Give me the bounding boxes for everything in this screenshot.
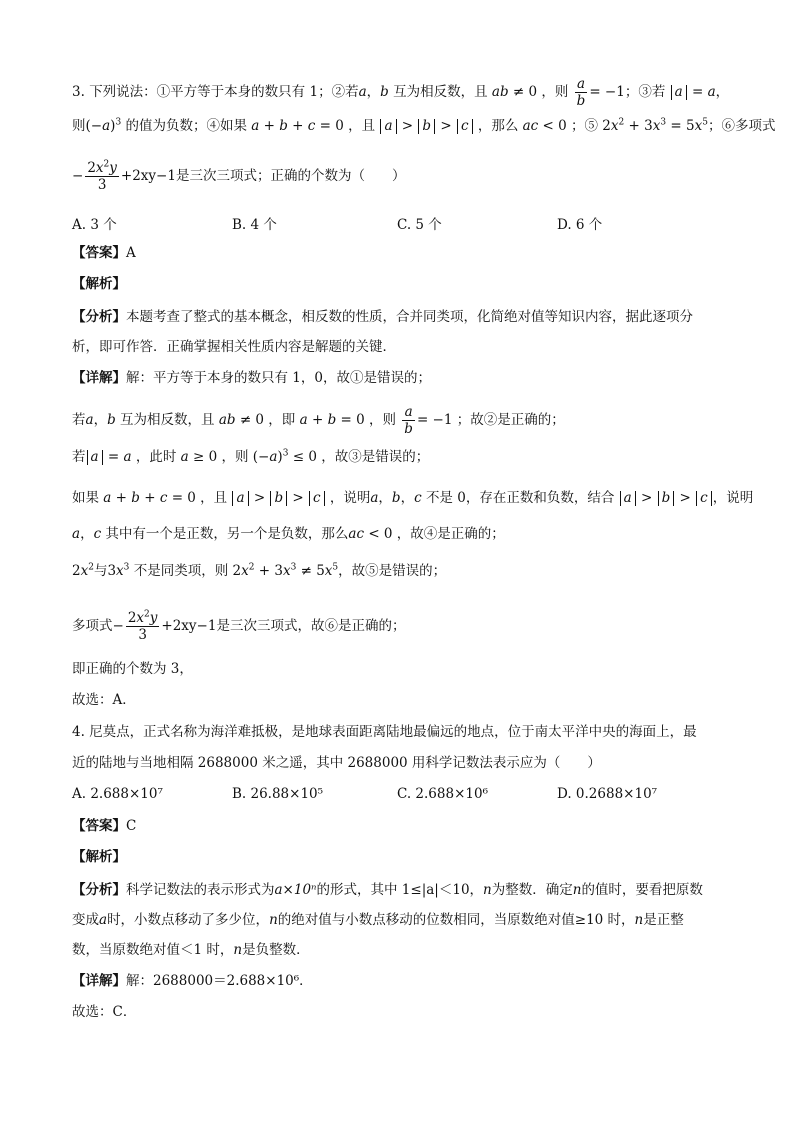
q3-detail-4: 如果 a + b + c = 0 ，且 a > b > c ，说明a，b，c 不是 0，存在正数和负数，结合 a > b > c ，说明	[72, 490, 754, 506]
q3-detail-6: $2x^2$与$3x^3$ 不是同类项，则 $2x^2 + 3x^3 \ne 5x^5$，故⑤是错误的；	[72, 562, 447, 579]
q4-fenxi-2: 变成a时，小数点移动了多少位，n的绝对值与小数点移动的位数相同，当原数绝对值≥10 时，n是正整	[72, 912, 684, 928]
q4-detail-2: 故选：C．	[72, 1004, 137, 1020]
q4-option-d: D. 0.2688×10⁷	[557, 786, 658, 802]
q3-detail-1: 【详解】解：平方等于本身的数只有 1，0，故①是错误的；	[72, 370, 431, 386]
q3-analysis-heading: 【解析】	[72, 276, 126, 292]
q4-detail-1: 【详解】解：2688000＝2.688×10⁶．	[72, 973, 313, 989]
q3-option-b: B. 4 个	[232, 217, 277, 233]
q3-answer: 【答案】A	[72, 245, 136, 261]
q3-option-d: D. 6 个	[557, 217, 603, 233]
q3-detail-9: 故选：A．	[72, 692, 136, 708]
q4-option-c: C. 2.688×10⁶	[397, 786, 488, 802]
q4-answer: 【答案】C	[72, 818, 137, 834]
q3-option-c: C. 5 个	[397, 217, 442, 233]
q3-detail-8: 即正确的个数为 3，	[72, 661, 193, 677]
q3-line-1: 3. 下列说法：①平方等于本身的数只有 1；②若a，b 互为相反数，且 ab ≠ 0 ，则 $\frac{a}{b}$ = −1；③若 a = a，	[72, 76, 730, 109]
q3-detail-7: 多项式− $\frac{2x^2y}{3}$ +2xy−1是三次三项式，故⑥是正确的；	[72, 609, 406, 643]
q4-fenxi-3: 数，当原数绝对值＜1 时，n是负整数．	[72, 942, 310, 958]
q3-fenxi-2: 析，即可作答．正确掌握相关性质内容是解题的关键．	[72, 339, 396, 355]
q3-number: 3.	[72, 84, 85, 100]
q4-option-b: B. 26.88×10⁵	[232, 786, 324, 802]
q4-analysis-heading: 【解析】	[72, 849, 126, 865]
fraction-a-over-b: $\frac{a}{b}$	[576, 76, 586, 109]
q4-line-2: 近的陆地与当地相隔 2688000 米之遥，其中 2688000 用科学记数法表示应为（ ）	[72, 755, 601, 771]
q3-line-3: − $\frac{2x^2y}{3}$ +2xy−1是三次三项式；正确的个数为（ ）	[72, 159, 406, 193]
q3-line-2: 则$(-a)^3$ 的值为负数；④如果 a + b + c = 0 ，且 a > b > c ，那么 ac < 0 ；⑤ $2x^2 + 3x^3 = 5x^5$；⑥多项式	[72, 117, 776, 134]
q4-line-1: 4. 尼莫点，正式名称为海洋难抵极，是地球表面距离陆地最偏远的地点，位于南太平洋中央的海面上，最	[72, 724, 697, 740]
q3-detail-5: a，c 其中有一个是正数，另一个是负数，那么ac < 0 ，故④是正确的；	[72, 526, 505, 542]
q3-option-a: A. 3 个	[72, 217, 117, 233]
abs-a: a	[671, 85, 687, 100]
q4-fenxi-1: 【分析】科学记数法的表示形式为a×10ⁿ的形式，其中 1≤|a|＜10，n为整数．确定n的值时，要看把原数	[72, 882, 703, 898]
q3-detail-3: 若 a = a ，此时 a ≥ 0 ，则 $(-a)^3 \le 0$ ，故③是错误的；	[72, 448, 430, 465]
q4-option-a: A. 2.688×10⁷	[72, 786, 163, 802]
q4-number: 4.	[72, 724, 85, 740]
q3-fenxi-1: 【分析】本题考查了整式的基本概念，相反数的性质，合并同类项，化简绝对值等知识内容，据此逐项分	[72, 309, 693, 325]
q3-detail-2: 若a，b 互为相反数，且 ab ≠ 0 ，即 a + b = 0 ，则 $\frac{a}{b}$ = −1 ；故②是正确的；	[72, 404, 565, 437]
